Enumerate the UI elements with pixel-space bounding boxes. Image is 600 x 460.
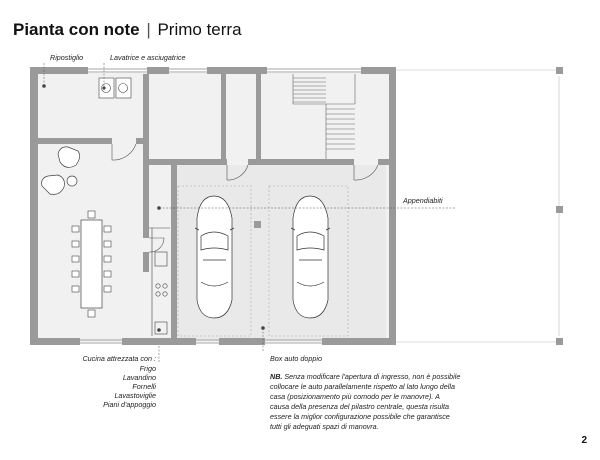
wall-garage-north-1 xyxy=(149,159,227,165)
cucina-item: Lavandino xyxy=(122,373,156,382)
nb-label: NB. xyxy=(270,372,283,381)
title-separator: | xyxy=(146,20,151,39)
wall-east xyxy=(389,67,396,345)
car-left xyxy=(195,196,234,318)
label-appendiabiti: Appendiabiti xyxy=(403,196,443,205)
wall-garage-west xyxy=(171,165,177,340)
wall-garage-north-3 xyxy=(378,159,389,165)
wall-room-divider xyxy=(221,74,226,159)
wall-south-4 xyxy=(322,338,396,345)
wall-north-2 xyxy=(147,67,169,74)
dining-table xyxy=(81,220,102,308)
wall-stair-west xyxy=(256,74,261,159)
nb-line: tutti gli adeguati spazi di manovra. xyxy=(270,422,379,431)
label-cucina xyxy=(82,354,156,409)
nb-note xyxy=(270,372,460,431)
reference-lines xyxy=(396,70,559,342)
wall-storage-south xyxy=(38,138,112,144)
wall-garage-north-2 xyxy=(248,159,354,165)
wall-south-2 xyxy=(122,338,196,345)
wall-south-3 xyxy=(219,338,265,345)
reference-markers xyxy=(556,67,563,345)
nb-line: collocare le auto parallelamente rispetto al lato lungo della xyxy=(270,382,455,391)
title-bold: Pianta con note xyxy=(13,20,140,39)
nb-line: essere la miglior configurazione possibile che garantisce xyxy=(270,412,450,421)
nb-line: casa (posizionamento più comodo per le manovre). A xyxy=(270,392,440,401)
cucina-item: Lavastoviglie xyxy=(114,391,156,400)
cucina-item: Frigo xyxy=(139,364,156,373)
page-number: 2 xyxy=(581,435,587,446)
cucina-title: Cucina attrezzata con : xyxy=(82,354,156,363)
wall-north-3 xyxy=(207,67,267,74)
cucina-item: Fornelli xyxy=(132,382,156,391)
car-right xyxy=(291,196,330,318)
title-subtitle: Primo terra xyxy=(157,20,242,39)
nb-line: causa della presenza del pilastro centrale, questa risulta xyxy=(270,402,449,411)
wall-west xyxy=(30,67,38,345)
svg-text:NB.Senza modificare l'apertura xyxy=(270,372,460,381)
wall-north-1 xyxy=(30,67,88,74)
label-lavatrice: Lavatrice e asciugatrice xyxy=(110,53,186,62)
wall-kitchen-east xyxy=(143,74,149,238)
nb-line: Senza modificare l'apertura di ingresso, non è possibile xyxy=(284,372,461,381)
side-table xyxy=(67,176,77,186)
label-ripostiglio: Ripostiglio xyxy=(50,53,84,62)
wall-north-4 xyxy=(361,67,396,74)
cucina-item: Piani d'appoggio xyxy=(103,400,156,409)
wall-south-1 xyxy=(30,338,80,345)
central-pillar xyxy=(254,221,261,228)
label-box-auto: Box auto doppio xyxy=(270,354,322,363)
wall-kitchen-east-2 xyxy=(143,252,149,272)
